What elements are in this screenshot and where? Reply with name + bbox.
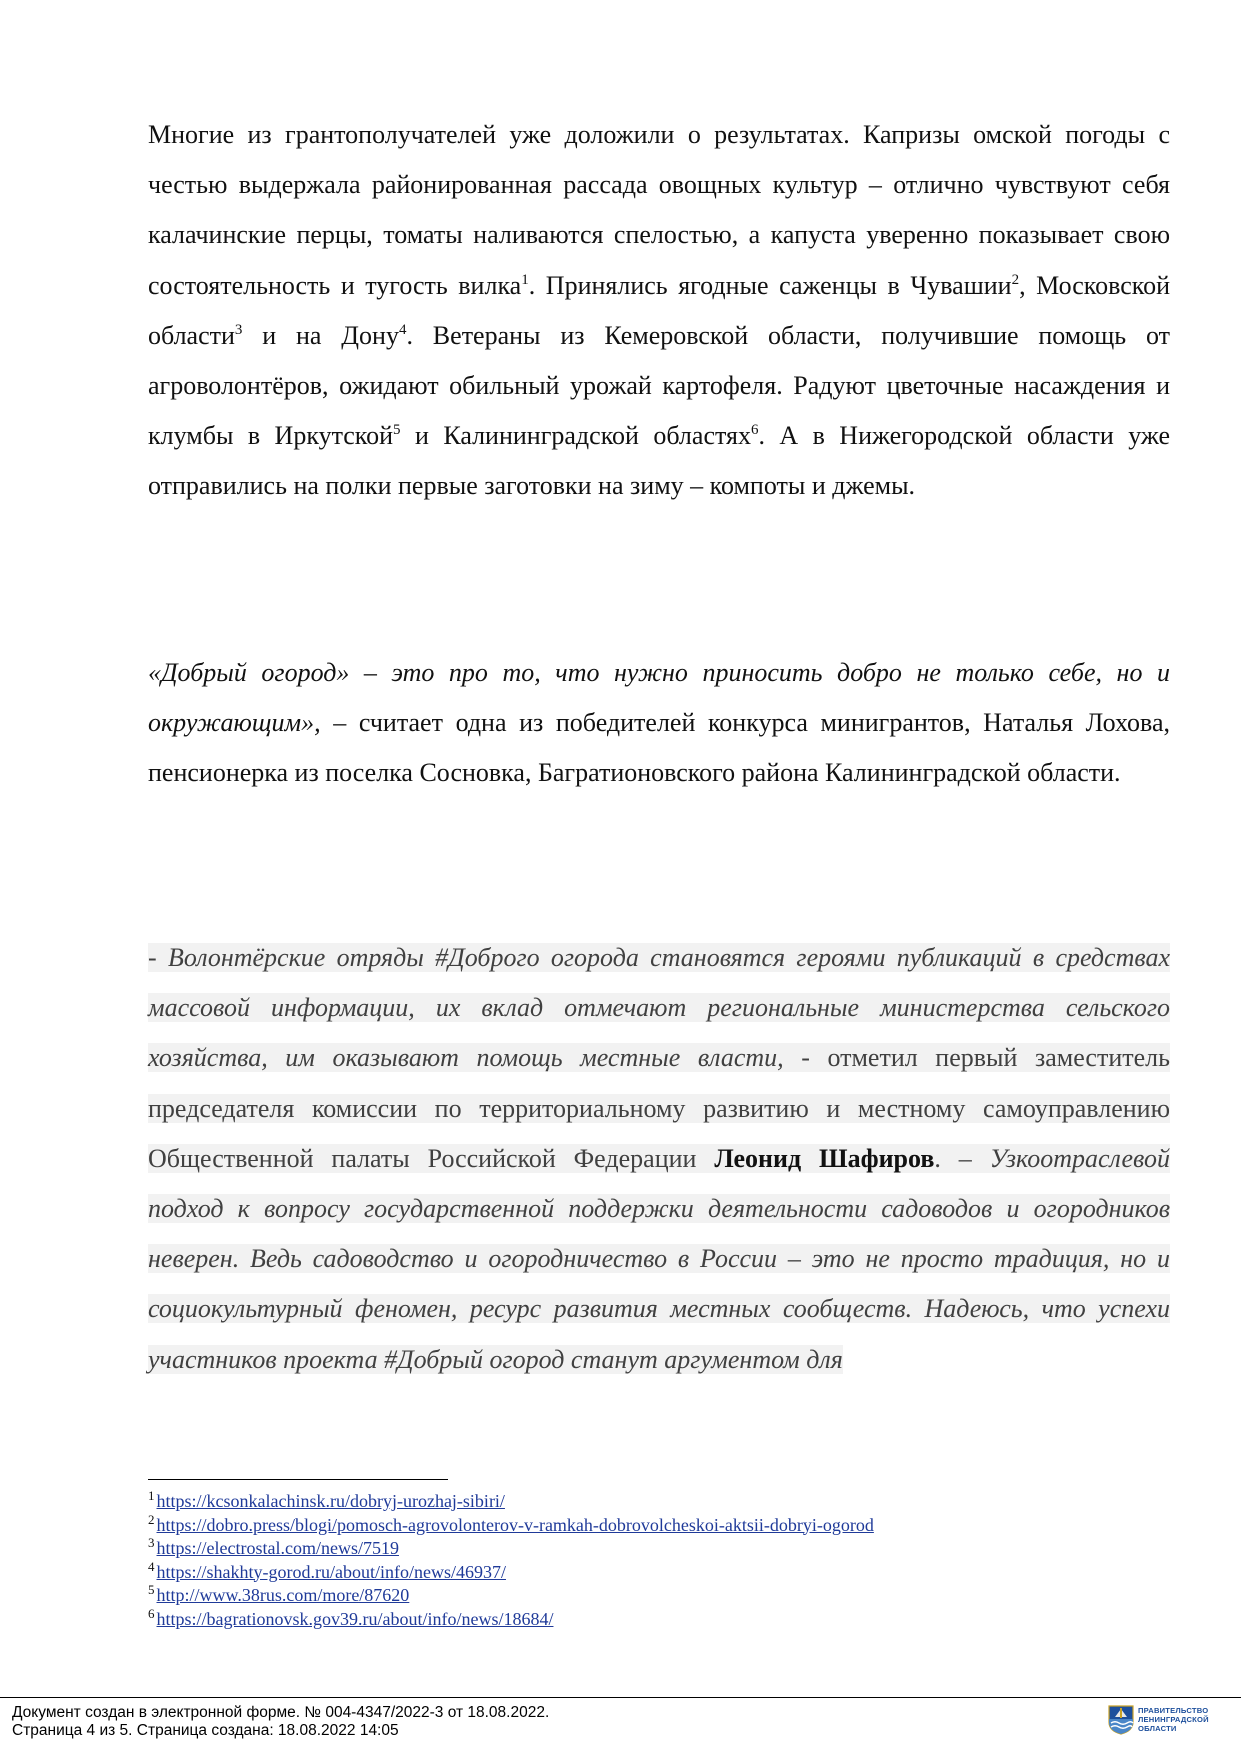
text-segment: и Калининградской областях bbox=[400, 421, 751, 451]
footnote-number: 2 bbox=[148, 1511, 155, 1527]
text-segment: , Московской области bbox=[148, 270, 1170, 350]
footnote-number: 1 bbox=[148, 1488, 155, 1503]
paragraph-quote-shafirov bbox=[148, 933, 1170, 1385]
footnote-ref[interactable]: 2 bbox=[1011, 271, 1020, 288]
footnote-number: 4 bbox=[148, 1558, 155, 1574]
footnote-separator bbox=[148, 1479, 448, 1480]
document-footer bbox=[12, 1704, 549, 1740]
text-segment: Многие из грантополучателей уже доложили о результатах. Капризы омской погоды с честью выдержала районированная рассада овощных культур – отлично чувствуют себя калачинские перцы, томаты наливаются спелостью, а капуста уверенно показывает свою состоятельность и тугость вилка bbox=[148, 120, 1170, 300]
paragraph-grant-results bbox=[148, 110, 1170, 512]
footnote-ref[interactable]: 5 bbox=[393, 422, 401, 439]
footnote-item bbox=[148, 1490, 874, 1514]
paragraph-quote-lokhova bbox=[148, 648, 1170, 799]
logo-text-line: ЛЕНИНГРАДСКОЙ bbox=[1138, 1715, 1209, 1725]
speaker-name: Леонид Шафиров bbox=[714, 1143, 935, 1173]
footnote-number: 5 bbox=[148, 1582, 155, 1597]
footnote-ref[interactable]: 6 bbox=[750, 422, 759, 439]
footnote-link[interactable]: https://bagrationovsk.gov39.ru/about/info/news/18684/ bbox=[156, 1608, 554, 1629]
footnote-link[interactable]: https://kcsonkalachinsk.ru/dobryj-urozhaj-sibiri/ bbox=[156, 1491, 505, 1511]
footnote-link[interactable]: http://www.38rus.com/more/87620 bbox=[156, 1585, 410, 1605]
footnote-item bbox=[148, 1537, 874, 1561]
footer-page-info: Страница 4 из 5. Страница создана: 18.08.2022 14:05 bbox=[12, 1722, 399, 1739]
footnote-ref[interactable]: 3 bbox=[234, 321, 243, 338]
footnote-ref[interactable]: 4 bbox=[398, 321, 407, 338]
footnote-item bbox=[148, 1584, 874, 1608]
footnote-number: 6 bbox=[148, 1605, 155, 1621]
quote-text: «Добрый огород» – это про то, что нужно приносить добро не только себе, но и окружающим», bbox=[148, 658, 1170, 738]
footnote-link[interactable]: https://dobro.press/blogi/pomosch-agrovolonterov-v-ramkah-dobrovolcheskoi-aktsii-dobryi-ogorod bbox=[156, 1514, 874, 1535]
footnotes-list bbox=[148, 1490, 874, 1631]
text-segment: . – bbox=[934, 1143, 990, 1173]
government-name bbox=[1138, 1706, 1209, 1734]
footnote-item bbox=[148, 1511, 874, 1538]
footer-document-info: Документ создан в электронной форме. № 004-4347/2022-3 от 18.08.2022. bbox=[12, 1704, 550, 1721]
text-segment: и на Дону bbox=[242, 320, 399, 350]
logo-text-line: ПРАВИТЕЛЬСТВО bbox=[1138, 1706, 1209, 1715]
footnote-number: 3 bbox=[148, 1535, 155, 1550]
text-segment: . Принялись ягодные саженцы в Чувашии bbox=[528, 270, 1012, 300]
footnote-ref[interactable]: 1 bbox=[521, 271, 529, 288]
text-segment: – считает одна из победителей конкурса минигрантов, Наталья Лохова, пенсионерка из поселка Сосновка, Багратионовского района Калининградской области. bbox=[148, 708, 1170, 788]
footnote-item bbox=[148, 1558, 874, 1585]
footnote-link[interactable]: https://shakhty-gorod.ru/about/info/news/46937/ bbox=[156, 1561, 506, 1582]
coat-of-arms-icon bbox=[1108, 1705, 1134, 1735]
government-logo bbox=[1108, 1703, 1232, 1737]
text-segment: . А в Нижегородской области уже отправились на полки первые заготовки на зиму – компоты и джемы. bbox=[148, 421, 1171, 501]
footer-separator bbox=[0, 1697, 1241, 1698]
quote-text: Узкоотраслевой подход к вопросу государственной поддержки деятельности садоводов и огородников неверен. Ведь bbox=[148, 1143, 1170, 1274]
logo-text-line: ОБЛАСТИ bbox=[1138, 1724, 1177, 1734]
footnote-link[interactable]: https://electrostal.com/news/7519 bbox=[156, 1538, 399, 1558]
shaded-segment bbox=[148, 943, 1170, 1374]
footnote-item bbox=[148, 1605, 874, 1632]
quote-text: - Волонтёрские отряды #Доброго огорода становятся героями публикаций в средствах массовой информации, их вклад отмечают региональные министерства сельского хозяйства, им оказывают помощь местные власти, bbox=[148, 943, 1170, 1073]
text-segment: . Ветераны из Кемеровской области, получившие помощь от агроволонтёров, ожидают обильный урожай картофеля. Радуют цветочные насаждения и клумбы в Иркутской bbox=[148, 320, 1170, 451]
text-segment: - отметил первый заместитель председателя комиссии по территориальному развитию и местному самоуправлению Общественной палаты Российской Федерации bbox=[148, 1043, 1170, 1173]
quote-text: садоводство и огородничество в России – это не просто традиция, но и социокультурный феномен, ресурс развития местных сообществ. Надеюсь, что успехи участников проекта #Добрый огород станут аргументом для bbox=[148, 1244, 1170, 1374]
